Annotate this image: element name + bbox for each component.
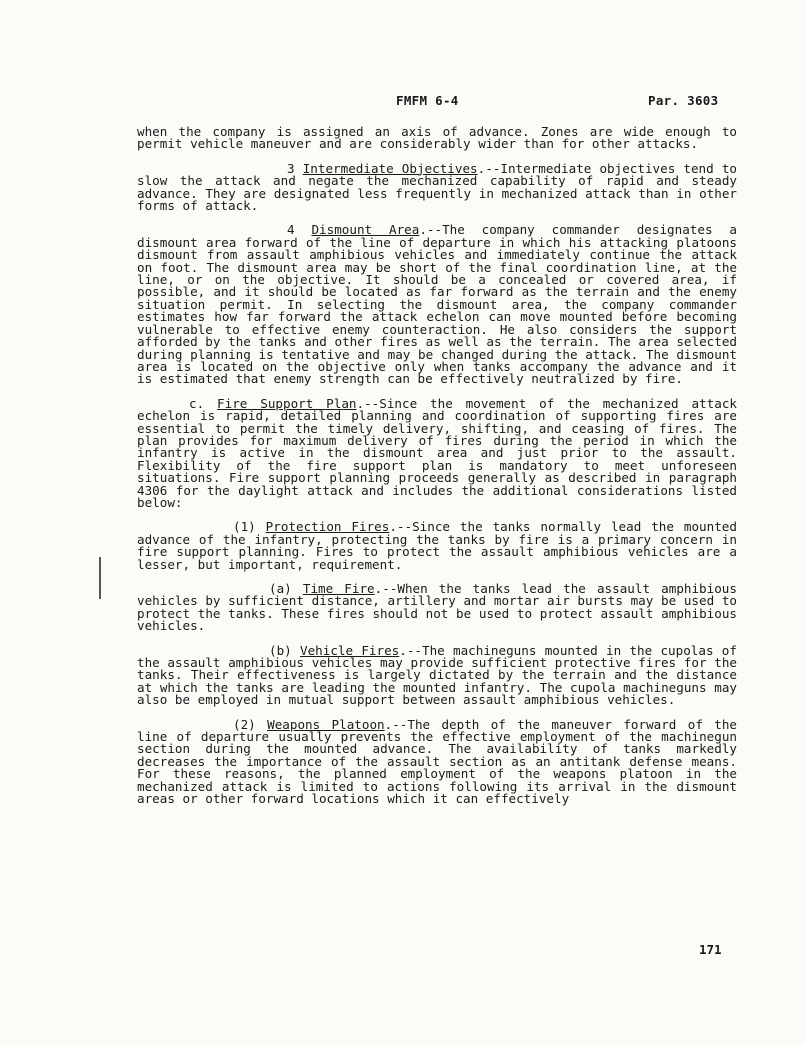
paragraph-fire-support-plan — [137, 395, 737, 510]
paragraph-zones: when the company is assigned an axis of advance. Zones are wide enough to permit vehicle maneuver and are considerably wider than for other attacks. — [137, 124, 737, 152]
paragraph-reference: Par. 3603 — [648, 93, 719, 108]
paragraph-text: .--The company commander designates a dismount area forward of the line of departure in which his attacking platoons dismount from assault amphibious vehicles and immediately continue the attack on foot. The dismount area may be short of the final coordination line, at the line, or on the objective. It should be a concealed or covered area, if possible, and it should be located as far forward as the terrain and the enemy situation permit. In selecting the dismount area, the company commander estimates how far forward the attack echelon can move mounted before becoming vulnerable to effective enemy counteraction. He also considers the support afforded by the tanks and other fires as well as the terrain. The area selected during planning is tentative and may be changed during the attack. The dismount area is located on the objective only when tanks accompany the advance and it is estimated that enemy strength can be effectively neutralized by fire. — [137, 222, 737, 387]
paragraph-heading: Time Fire — [302, 581, 375, 596]
paragraph-number: c. — [189, 395, 205, 411]
paragraph-text: .--Since the tanks normally lead the mounted advance of the infantry, protecting the tanks by fire is a primary concern in fire support planning. Fires to protect the assault amphibious vehicles are a lesser, but important, requirement. — [137, 519, 737, 572]
paragraph-protection-fires — [137, 521, 737, 571]
margin-change-bar — [99, 557, 101, 599]
paragraph-number: 3 — [287, 160, 295, 176]
paragraph-text: .--When the tanks lead the assault amphibious vehicles by sufficient distance, artillery and mortar air bursts may be used to protect the tanks. These fires should not be used to protect assault amphibious vehicles. — [137, 581, 737, 634]
document-body — [137, 126, 737, 806]
paragraph-number: (1) — [233, 519, 256, 535]
paragraph-text: .--Since the movement of the mechanized attack echelon is rapid, detailed planning and coordination of supporting fires are essential to permit the timely delivery, shifting, and ceasing of fires. The plan provides for maximum delivery of fires during the period in which the infantry is active in the dismount area and just prior to the assault. Flexibility of the fire support plan is mandatory to meet unforeseen situations. Fire support planning proceeds generally as described in paragraph 4306 for the daylight attack and includes the additional considerations listed below: — [137, 395, 737, 510]
paragraph-number: (2) — [233, 716, 256, 732]
paragraph-vehicle-fires — [137, 642, 737, 708]
paragraph-text: .--Intermediate objectives tend to slow the attack and negate the mechanized capability of rapid and steady advance. They are designated less frequently in mechanized attack than in other forms of attack. — [137, 160, 737, 214]
paragraph-number: 4 — [287, 222, 295, 238]
paragraph-heading: Vehicle Fires — [300, 642, 400, 658]
paragraph-text: .--The machineguns mounted in the cupolas of the assault amphibious vehicles may provide sufficient protective fires for the tanks. Their effectiveness is largely dictated by the terrain and the distance at which the tanks are leading the mounted infantry. The cupola machineguns may also be employed in mutual support between assault amphibious vehicles. — [137, 642, 737, 708]
paragraph-intermediate-objectives — [137, 160, 737, 214]
paragraph-heading: Weapons Platoon — [267, 716, 385, 732]
paragraph-heading: Intermediate Objectives — [302, 160, 478, 176]
paragraph-heading: Fire Support Plan — [217, 395, 357, 411]
paragraph-number: (a) — [269, 581, 292, 596]
paragraph-number: (b) — [269, 642, 292, 658]
paragraph-text: .--The depth of the maneuver forward of the line of departure usually prevents the effective employment of the machinegun section during the mounted advance. The availability of tanks markedly decreases the importance of the assault section as an antitank defense means. For these reasons, the planned employment of the weapons platoon in the mechanized attack is limited to actions following its arrival in the dismount areas or other forward locations which it can effectively — [137, 716, 737, 807]
manual-title: FMFM 6-4 — [396, 93, 459, 108]
paragraph-heading: Dismount Area — [311, 222, 420, 238]
paragraph-heading: Protection Fires — [265, 519, 390, 535]
paragraph-weapons-platoon — [137, 716, 737, 807]
paragraph-dismount-area — [137, 224, 737, 385]
page-number: 171 — [699, 942, 722, 957]
paragraph-time-fire — [137, 583, 737, 633]
